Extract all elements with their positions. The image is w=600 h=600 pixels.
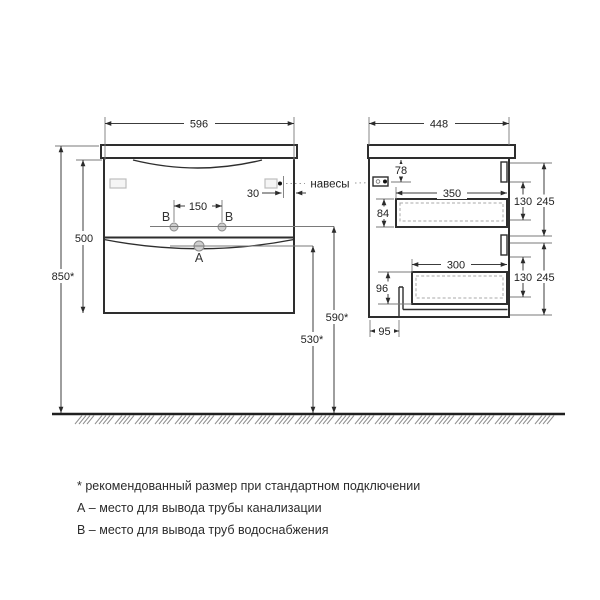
dim-drawer2-width: 300: [446, 259, 466, 272]
dim-front-total-height: 850*: [51, 271, 75, 283]
footnote-a: А – место для вывода трубы канализации: [77, 501, 322, 515]
dim-hole-spacing: 150: [188, 201, 208, 213]
ground: [52, 414, 565, 424]
front-countertop: [101, 145, 297, 158]
dim-front-height: 500: [74, 233, 94, 245]
front-hanger-left: [110, 179, 126, 188]
hole-b-left: [170, 223, 178, 231]
dim-pipe-offset: 95: [378, 326, 391, 338]
drawer2-box: [412, 272, 507, 304]
dim-drawer2-front-inner: 130: [513, 272, 533, 284]
hangers-label: навесы: [310, 178, 350, 191]
hole-b-right: [218, 223, 226, 231]
side-rail-lower: [501, 235, 507, 255]
dim-hanger-top: 78: [394, 165, 408, 177]
side-rail-upper: [501, 162, 507, 182]
front-view: [101, 145, 297, 313]
dim-drawer1-width: 350: [442, 188, 462, 200]
label-a: А: [194, 251, 204, 265]
dim-hanger-offset: 30: [246, 188, 260, 200]
dim-drawer2-front: 245: [536, 272, 555, 284]
dim-drawer1-front-inner: 130: [513, 196, 533, 208]
footnote-recommended: * рекомендованный размер при стандартном подключении: [77, 479, 421, 493]
side-countertop: [368, 145, 515, 158]
front-hanger-right-dot: [278, 182, 282, 186]
side-hanger-dot: [383, 180, 387, 184]
label-b-left: В: [161, 210, 171, 224]
dim-side-depth: 448: [429, 118, 449, 131]
side-hanger-hole: [376, 180, 380, 184]
dim-drawer1-height: 84: [376, 208, 390, 220]
ground-hatching: [75, 416, 554, 425]
front-hanger-right: [265, 179, 277, 188]
dim-front-width: 596: [189, 118, 209, 131]
dim-b-line-height: 590*: [325, 312, 349, 324]
dim-drawer2-height: 96: [375, 283, 389, 295]
footnotes: [77, 479, 547, 545]
footnote-b: В – место для вывода труб водоснабжения: [77, 523, 329, 537]
hangers-callout: [286, 179, 380, 191]
label-b-right: В: [224, 210, 234, 224]
dim-a-line-height: 530*: [300, 334, 324, 346]
dim-drawer1-front: 245: [536, 196, 555, 208]
